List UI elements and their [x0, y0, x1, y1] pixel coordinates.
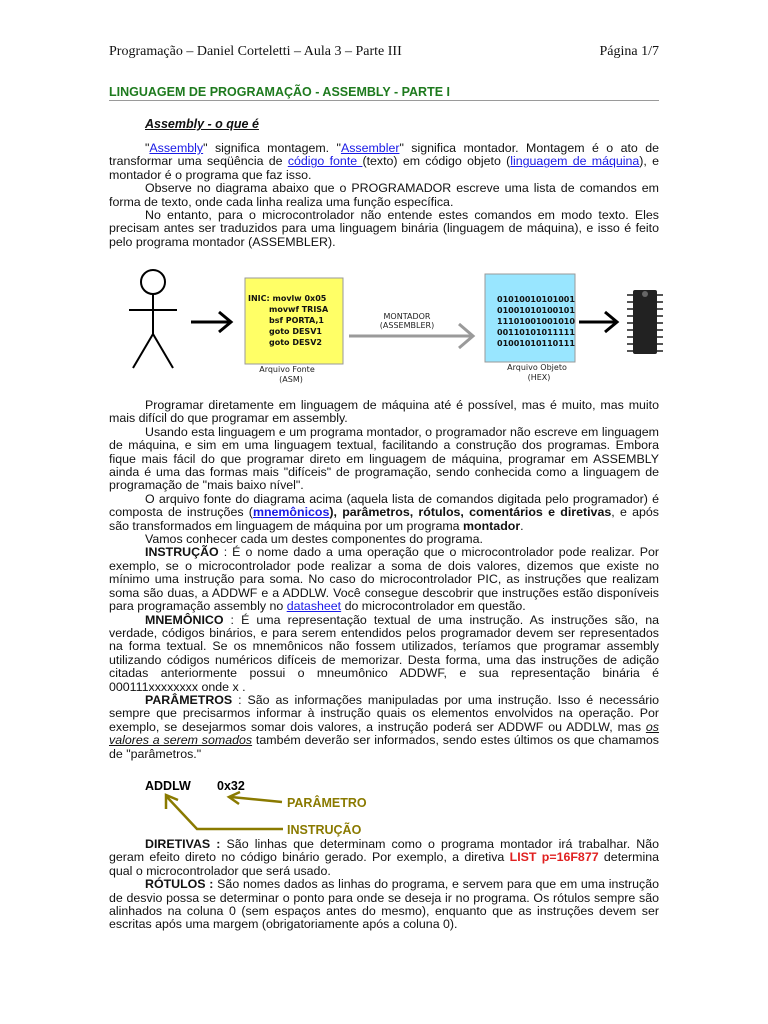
microcontroller-chip-icon	[627, 290, 663, 354]
addlw-instruction: ADDLW	[145, 779, 191, 793]
instrucao-label: INSTRUÇÃO	[145, 545, 219, 560]
datasheet-link[interactable]: datasheet	[286, 599, 342, 614]
page-number: Página 1/7	[599, 44, 659, 59]
diretivas-paragraph	[109, 838, 659, 878]
source-caption: Arquivo Fonte	[259, 365, 315, 374]
addlw-example	[145, 779, 475, 841]
intro-text-3: (texto) em código objeto (	[362, 154, 511, 169]
parameter-pointer-arrow	[229, 792, 282, 804]
explanation-text	[109, 399, 659, 761]
paragraph-b: Usando esta linguagem e um programa montador, o programador não escreve em linguagem de máquina, e sim em uma linguagem textual, facilitando a construção dos programas. Embora fique mais fácil do que programar direto em linguagem de máquina, programar em ASSEMBLY ainda é uma das formas mais "difíceis" de programação, sendo conhecida como a linguagem de programação de "mais baixo nível".	[109, 424, 659, 493]
quote-text: "	[145, 141, 150, 155]
paragraph-c-text: , e após são transformados em linguagem de máquina por um programa	[109, 505, 659, 533]
paragraph-c-bold: ), parâmetros, rótulos, comentários e diretivas	[329, 505, 612, 520]
diretivas-text: determina qual o microcontrolador que será usado.	[109, 850, 660, 878]
parametros-text: : São as informações manipuladas por uma instrução. Isso é necessário sempre que precisarmos informar à instrução quais os elementos envolvidos na operação. Por exemplo, se desejarmos somar dois valores, a instrução poderá ser ADDWF ou ADDLW, mas	[109, 692, 659, 734]
parametros-paragraph	[109, 694, 659, 761]
paragraph-c-text: O arquivo fonte do diagrama acima (aquela lista de comandos digitada pelo programador) é composta de instruções (	[109, 491, 659, 520]
binary-line: 01001010110111	[497, 339, 575, 348]
binary-line: 00110101011111	[497, 328, 575, 337]
rotulos-label: RÓTULOS :	[145, 877, 214, 892]
instrucao-paragraph	[109, 546, 659, 613]
assembler-link[interactable]: Assembler	[340, 141, 400, 155]
intro-text-1: " significa montagem. "	[203, 141, 341, 155]
binary-line: 11101001001010	[497, 317, 575, 326]
intro-paragraph-3: No entanto, para o microcontrolador não entende estes comandos em modo texto. Eles precisam antes ser traduzidos para uma linguagem binária (linguagem de máquina), e isso é feito pelo programa montador (ASSEMBLER).	[109, 208, 659, 249]
mnemonico-label: MNEMÔNICO	[145, 612, 224, 627]
source-line: goto DESV1	[269, 327, 322, 336]
instrucao-text: do microcontrolador em questão.	[341, 599, 526, 614]
diretivas-label: DIRETIVAS :	[145, 837, 221, 851]
parametros-label: PARÂMETROS	[145, 692, 233, 707]
source-line: bsf PORTA,1	[269, 316, 324, 325]
intro-text	[109, 142, 659, 249]
subtitle: Assembly - o que é	[145, 117, 259, 131]
parametros-text: também deverão ser informados, sendo estes últimos os que chamamos de "parâmetros."	[109, 733, 659, 761]
source-caption: (ASM)	[279, 375, 303, 384]
arrow-object-to-chip	[579, 312, 617, 332]
binary-line: 01010010101001	[497, 295, 575, 304]
rotulos-paragraph	[109, 878, 659, 932]
mnemonicos-link[interactable]: mnemônicos	[252, 505, 330, 520]
codigo-fonte-link[interactable]: código fonte	[287, 154, 363, 169]
section-divider	[109, 100, 659, 101]
mnemonico-text: : É uma representação textual de uma instrução. As instruções são, na verdade, códigos binários, e para serem entendidos pelos programador devem ser representados na forma textual. Se os mnemônicos não fossem utilizados, teríamos que programar assembly utilizando códigos numéricos difíceis de memorizar. Desta forma, uma das instruções de adição citadas anteriormente possui o mneumônico ADDWF, e sua representação binária é 000111xxxxxxxx onde x .	[109, 612, 659, 694]
intro-text-2: " significa montador. Montagem é o ato de transformar uma seqüência de	[109, 141, 659, 169]
directives-text	[109, 838, 659, 932]
intro-paragraph-2: Observe no diagrama abaixo que o PROGRAMADOR escreve uma lista de comandos em forma de texto, onde cada linha realiza uma função específica.	[109, 181, 659, 209]
instruction-label: INSTRUÇÃO	[287, 823, 362, 837]
parametros-italic: os valores a serem somados	[109, 719, 659, 748]
assembly-link[interactable]: Assembly	[149, 141, 204, 155]
programmer-stick-figure	[129, 270, 177, 368]
header-left: Programação – Daniel Corteletti – Aula 3 – Parte III	[109, 44, 402, 59]
assembler-label: MONTADOR	[383, 312, 431, 321]
paragraph-c	[109, 493, 659, 533]
page-header	[109, 44, 659, 62]
assembler-diagram	[109, 262, 669, 392]
paragraph-d: Vamos conhecer cada um destes componentes do programa.	[145, 532, 483, 547]
intro-paragraph-1	[109, 142, 659, 182]
paragraph-a: Programar diretamente em linguagem de máquina até é possível, mas é muito, mas muito mais difícil do que programar em assembly.	[109, 398, 659, 426]
arrow-programmer-to-source	[191, 312, 231, 332]
intro-text-4: ), e montador é o programa que faz isso.	[109, 154, 660, 182]
mnemonico-paragraph	[109, 614, 659, 694]
source-line: goto DESV2	[269, 338, 322, 347]
section-title: LINGUAGEM DE PROGRAMAÇÃO - ASSEMBLY - PARTE I	[109, 85, 450, 99]
source-line: INIC: movlw 0x05	[248, 294, 327, 303]
assembler-label: (ASSEMBLER)	[379, 321, 435, 330]
montador-bold: montador	[463, 518, 521, 533]
paragraph-c-text: .	[520, 518, 524, 533]
addlw-parameter: 0x32	[217, 779, 245, 793]
rotulos-text: São nomes dados as linhas do programa, e servem para que em uma instrução de desvio possa se determinar o ponto para onde se deseja ir no programa. Os rótulos sempre são alinhados na coluna 0 (sem espaços antes do mesmo), enquanto que as instruções devem ser escritas após uma margem (obrigatoriamente após a coluna 0).	[109, 877, 659, 932]
binary-line: 01001010100101	[497, 306, 575, 315]
parameter-label: PARÂMETRO	[287, 796, 367, 810]
source-line: movwf TRISA	[269, 305, 329, 314]
object-caption: (HEX)	[527, 373, 551, 382]
diretivas-text: São linhas que determinam como o programa montador irá trabalhar. Não geram efeito direto no código binário gerado. Por exemplo, a diretiva	[109, 837, 659, 865]
list-directive: LIST p=16F877	[509, 850, 599, 865]
instrucao-text: : É o nome dado a uma operação que o microcontrolador pode realizar. Por exemplo, se o microcontrolador pode realizar a soma de dois valores, dizemos que existe no mínimo uma instrução para soma. No caso do microcontrolador PIC, as instruções que realizam soma são duas, a ADDWF e a ADDLW. Você consegue descobrir que instruções estão disponíveis para programação assembly no	[109, 545, 659, 614]
object-caption: Arquivo Objeto	[507, 363, 567, 372]
linguagem-maquina-link[interactable]: linguagem de máquina	[510, 154, 640, 169]
